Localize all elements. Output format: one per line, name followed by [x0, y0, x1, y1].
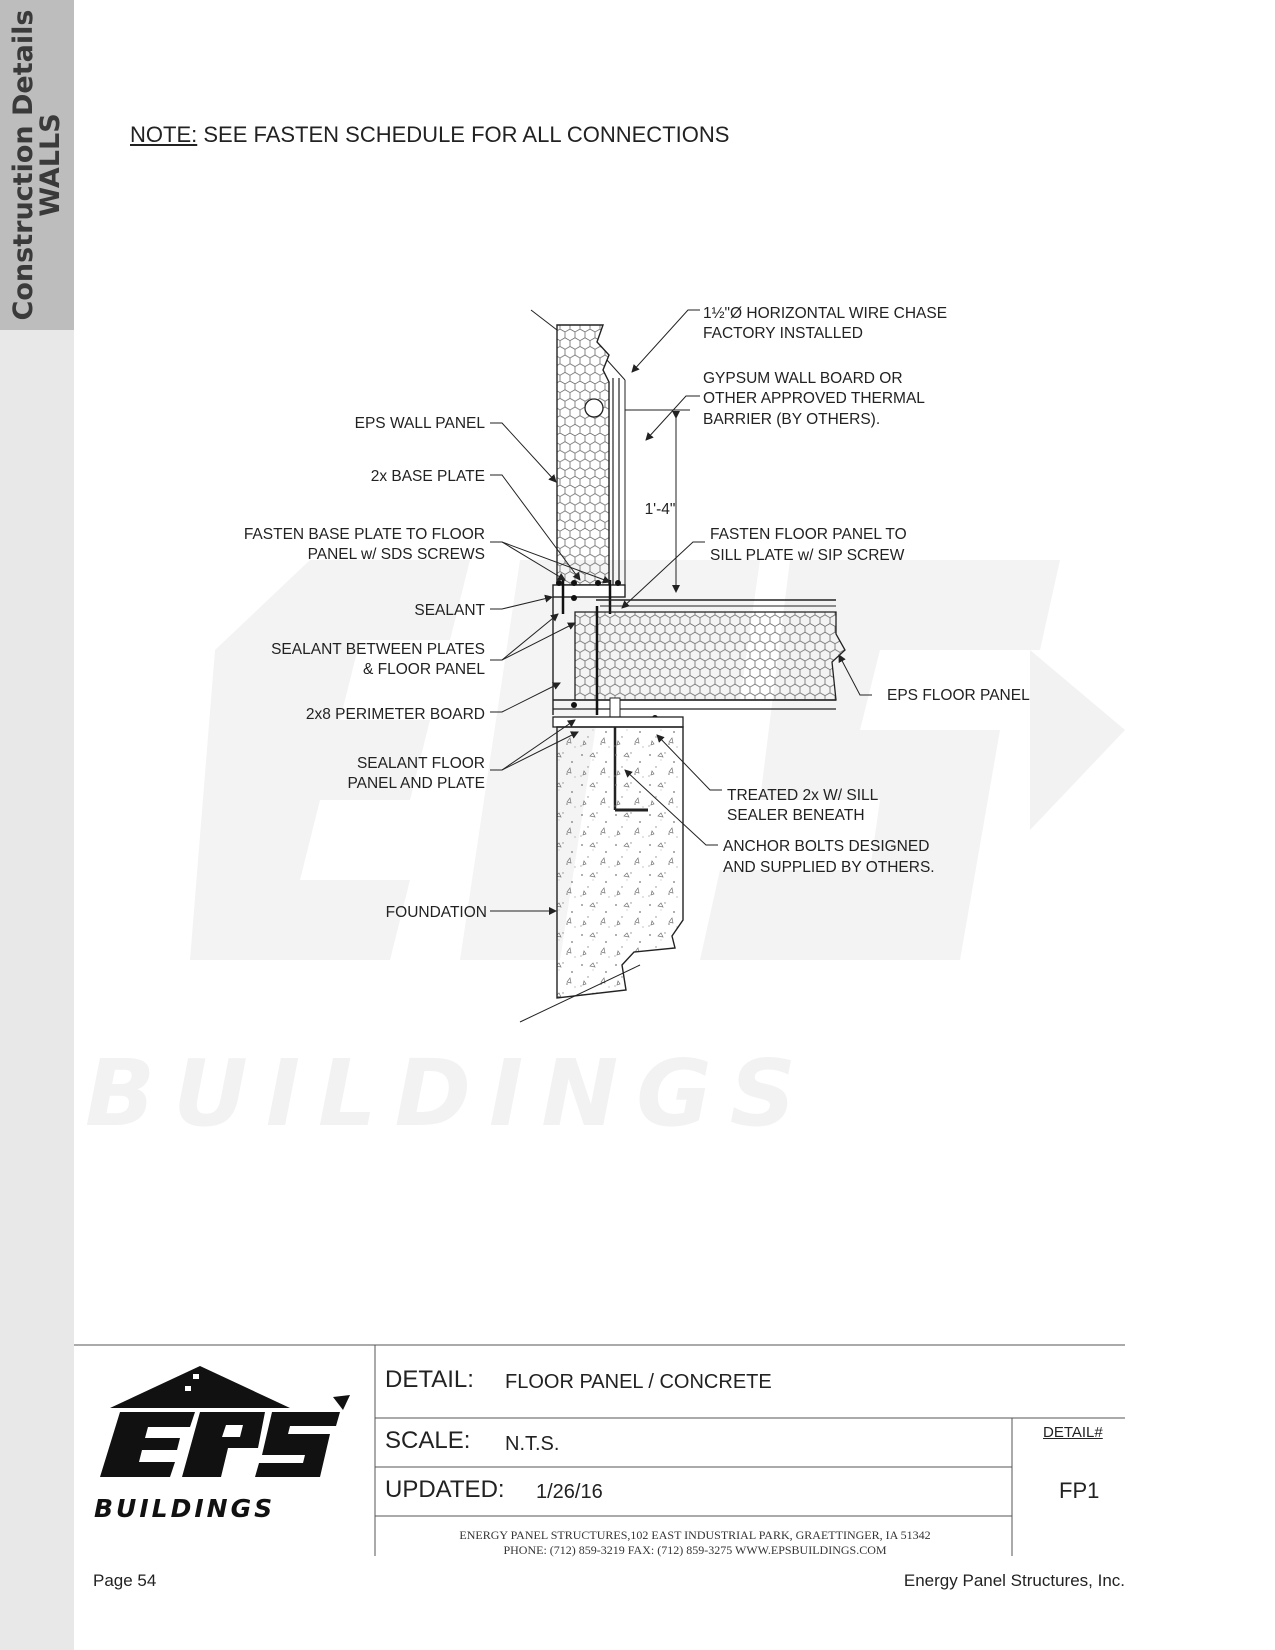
- label-anchor-1: ANCHOR BOLTS DESIGNED: [723, 838, 930, 855]
- eps-floor-panel-graphic: [575, 612, 845, 700]
- label-perimeter-board: 2x8 PERIMETER BOARD: [305, 706, 485, 723]
- foundation-graphic: [557, 727, 683, 998]
- label-fasten-base-1: FASTEN BASE PLATE TO FLOOR: [243, 526, 485, 543]
- company-address: [375, 1528, 1015, 1558]
- label-fasten-floor-2: SILL PLATE w/ SIP SCREW: [710, 547, 905, 564]
- note-lead: NOTE:: [130, 122, 198, 147]
- detail-value: FLOOR PANEL / CONCRETE: [505, 1371, 772, 1393]
- logo-wordmark: BUILDINGS: [94, 1494, 276, 1523]
- label-gypsum-2: OTHER APPROVED THERMAL: [703, 390, 925, 407]
- note-text: SEE FASTEN SCHEDULE FOR ALL CONNECTIONS: [197, 122, 730, 147]
- label-eps-wall-panel: EPS WALL PANEL: [354, 415, 485, 432]
- label-sealant-between-2: & FLOOR PANEL: [362, 661, 485, 678]
- eps-wall-panel-graphic: [531, 310, 625, 590]
- label-sealant-between-1: SEALANT BETWEEN PLATES: [271, 641, 485, 658]
- scale-value: N.T.S.: [505, 1433, 560, 1455]
- scale-key: SCALE:: [385, 1427, 471, 1454]
- label-treated-1: TREATED 2x W/ SILL: [727, 787, 879, 804]
- label-wire-chase-2: FACTORY INSTALLED: [703, 325, 863, 342]
- logo-s: [255, 1412, 340, 1477]
- logo-p: [182, 1412, 265, 1477]
- company-name: Energy Panel Structures, Inc.: [903, 1571, 1125, 1590]
- detail-key: DETAIL:: [385, 1366, 474, 1393]
- logo-roof: [110, 1366, 290, 1408]
- address-line-2: PHONE: (712) 859-3219 FAX: (712) 859-3275 WWW.EPSBUILDINGS.COM: [503, 1543, 887, 1557]
- label-anchor-2: AND SUPPLIED BY OTHERS.: [723, 859, 935, 876]
- updated-value: 1/26/16: [536, 1481, 603, 1503]
- label-sealant: SEALANT: [414, 602, 485, 619]
- detail-number-key: DETAIL#: [1043, 1424, 1103, 1441]
- watermark-buildings: BUILDINGS: [85, 1040, 815, 1147]
- label-treated-2: SEALER BENEATH: [727, 807, 865, 824]
- label-wire-chase-1: 1½"Ø HORIZONTAL WIRE CHASE: [703, 305, 948, 322]
- section-title: Construction Details: [8, 9, 39, 321]
- logo-arrow: [333, 1395, 350, 1410]
- label-sealant-floor-1: SEALANT FLOOR: [356, 755, 485, 772]
- label-base-plate: 2x BASE PLATE: [370, 468, 485, 485]
- label-dimension: 1'-4": [644, 501, 676, 518]
- logo-e: [100, 1412, 195, 1477]
- label-eps-floor-panel: EPS FLOOR PANEL: [887, 687, 1030, 704]
- label-fasten-floor-1: FASTEN FLOOR PANEL TO: [710, 526, 907, 543]
- label-foundation: FOUNDATION: [385, 904, 487, 921]
- label-fasten-base-2: PANEL w/ SDS SCREWS: [307, 546, 485, 563]
- label-sealant-floor-2: PANEL AND PLATE: [347, 775, 485, 792]
- page-number: Page 54: [93, 1571, 157, 1590]
- updated-key: UPDATED:: [385, 1476, 505, 1503]
- label-gypsum-3: BARRIER (BY OTHERS).: [703, 411, 881, 428]
- address-line-1: ENERGY PANEL STRUCTURES,102 EAST INDUSTRIAL PARK, GRAETTINGER, IA 51342: [459, 1528, 931, 1542]
- eps-logo: [100, 1366, 350, 1477]
- section-subtitle: WALLS: [35, 113, 66, 217]
- label-gypsum-1: GYPSUM WALL BOARD OR: [703, 370, 903, 387]
- detail-number-value: FP1: [1059, 1478, 1100, 1503]
- watermark-arrow-shape: [1030, 650, 1125, 830]
